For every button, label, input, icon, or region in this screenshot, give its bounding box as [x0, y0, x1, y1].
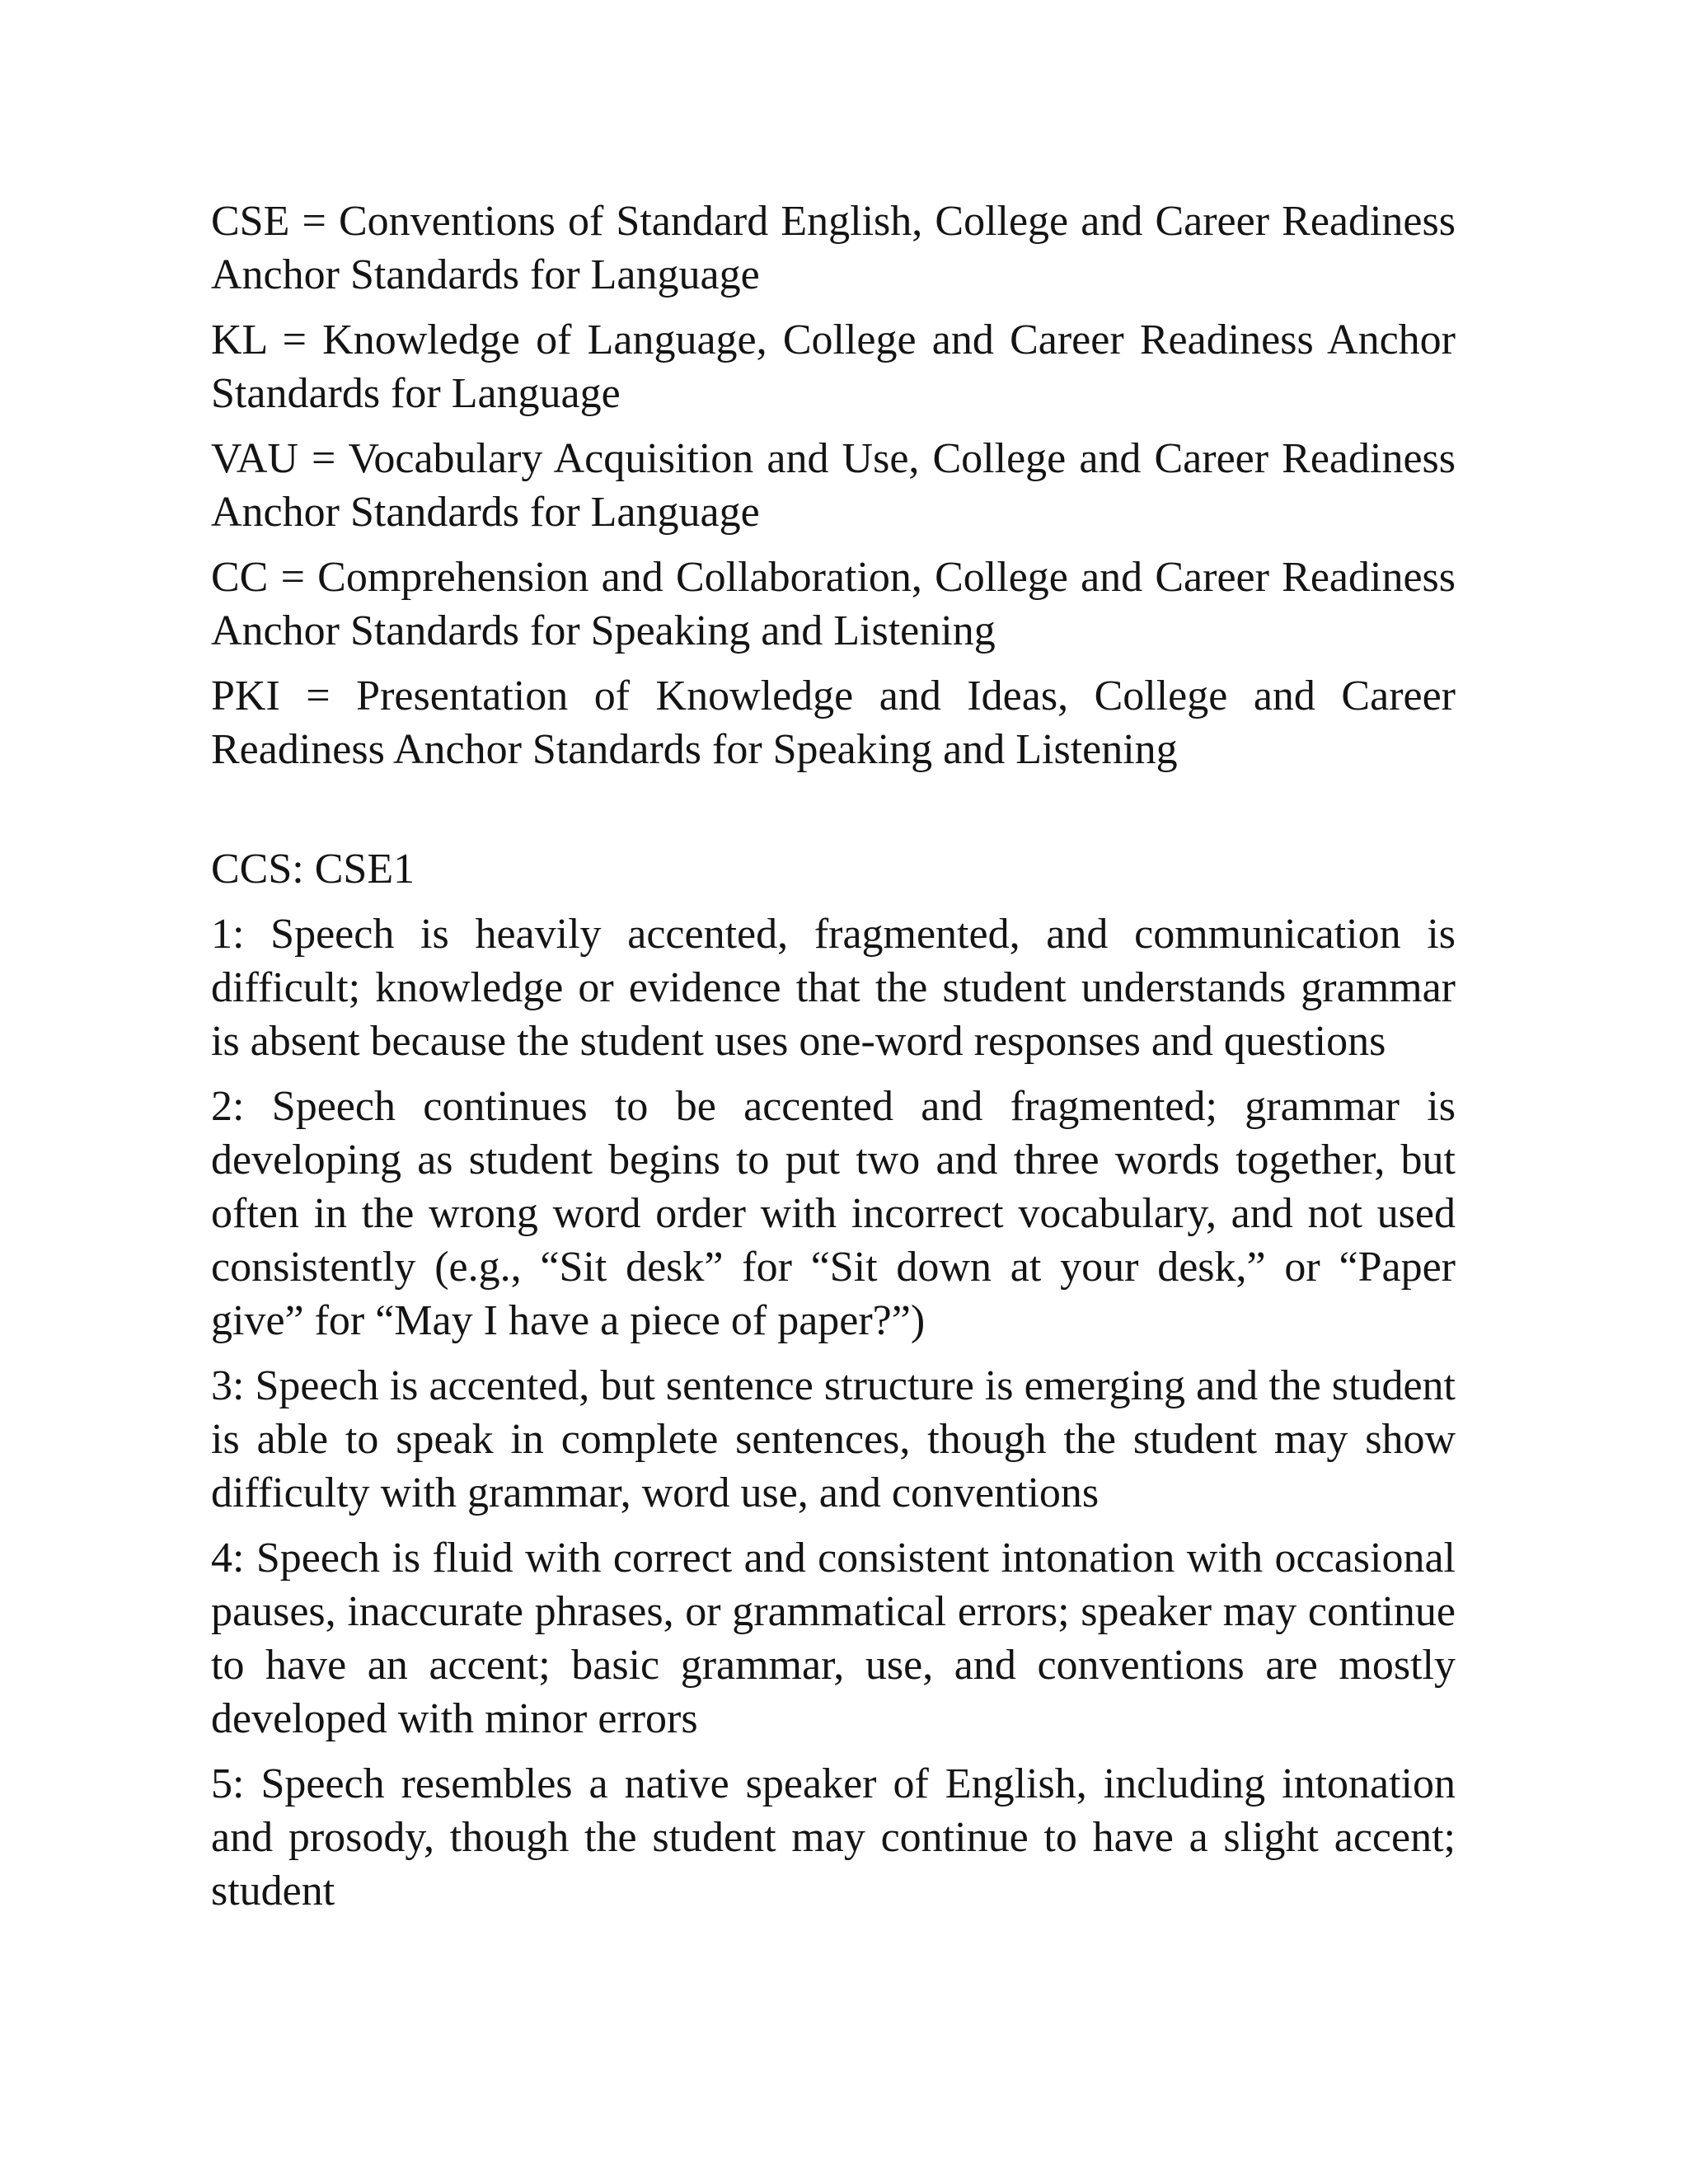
document-page: [211, 194, 1456, 1929]
definitions-list: [211, 194, 1456, 776]
section-spacer: [211, 788, 1456, 842]
definition-cc: CC = Comprehension and Collaboration, College and Career Readiness Anchor Standards for Speaking and Listening: [211, 554, 1456, 654]
rubric-level-3: 3: Speech is accented, but sentence structure is emerging and the student is able to speak in complete sentences, though the student may show difficulty with grammar, word use, and conventions: [211, 1362, 1456, 1516]
rubric-level-1: 1: Speech is heavily accented, fragmented, and communication is difficult; knowledge or evidence that the student understands grammar is absent because the student uses one-word responses and questions: [211, 911, 1456, 1065]
definition-pki: PKI = Presentation of Knowledge and Ideas, College and Career Readiness Anchor Standards for Speaking and Listening: [211, 673, 1456, 773]
definition-vau: VAU = Vocabulary Acquisition and Use, College and Career Readiness Anchor Standards for Language: [211, 435, 1456, 536]
rubric-level-2: 2: Speech continues to be accented and fragmented; grammar is developing as student begins to put two and three words together, but often in the wrong word order with incorrect vocabulary, and not used consistently (e.g., “Sit desk” for “Sit down at your desk,” or “Paper give” for “May I have a piece of paper?”): [211, 1083, 1456, 1344]
rubric-level-4: 4: Speech is fluid with correct and consistent intonation with occasional pauses, inaccurate phrases, or grammatical errors; speaker may continue to have an accent; basic grammar, use, and conventions are mostly developed with minor errors: [211, 1535, 1456, 1742]
definition-kl: KL = Knowledge of Language, College and Career Readiness Anchor Standards for Language: [211, 316, 1456, 417]
rubric-section: [211, 842, 1456, 1918]
section-heading: CCS: CSE1: [211, 846, 415, 893]
definition-cse: CSE = Conventions of Standard English, College and Career Readiness Anchor Standards for Language: [211, 198, 1456, 298]
rubric-level-5: 5: Speech resembles a native speaker of English, including intonation and prosody, though the student may continue to have a slight accent; student: [211, 1760, 1456, 1915]
